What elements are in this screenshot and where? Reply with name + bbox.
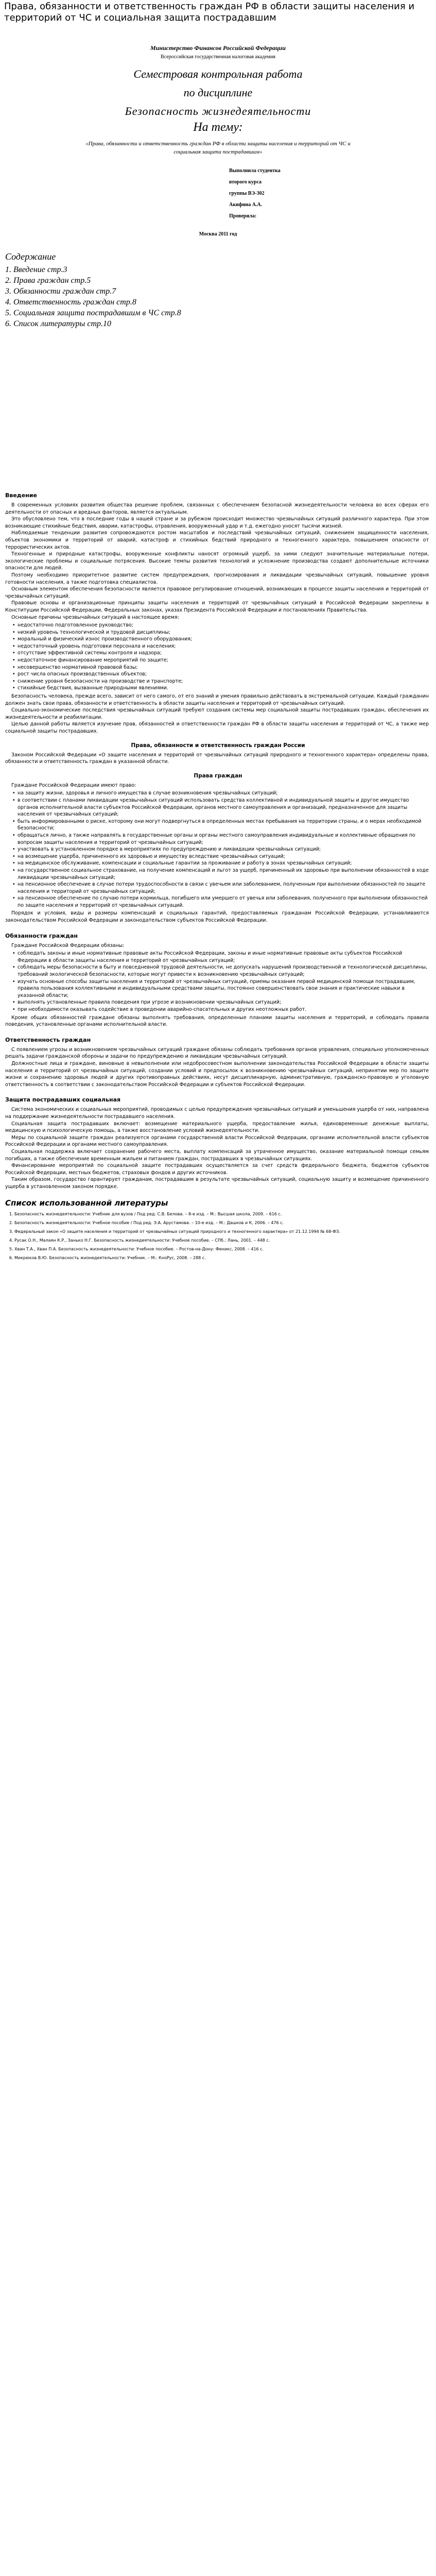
intro-heading: Введение: [5, 492, 37, 499]
author-line: Акифина А.А.: [229, 202, 263, 208]
factor-list: [12, 622, 429, 692]
discipline-title: Безопасность жизнедеятельности: [125, 105, 311, 117]
list-item: • на пенсионное обеспечение по случаю потери кормильца, погибшего или умершего от увечья или заболевания, полученного при выполнении обязанностей по защите населения и территорий от чрезвычайных ситуаций.: [12, 895, 429, 909]
paragraph: Социальная защита пострадавших включает: возмещение материального ущерба, предоставление жилья, единовременные денежные выплаты, медицинскую и психологическую помощь, а также восстановление условий жизнедеятельности.: [5, 1121, 429, 1134]
list-item: • на возмещение ущерба, причиненного их здоровью и имуществу вследствие чрезвычайных ситуаций;: [12, 853, 429, 860]
paragraph: Финансирование мероприятий по социальной защите пострадавших осуществляется за счет средств федерального бюджета, бюджетов субъектов Российской Федерации, местных бюджетов, страховых фондов и других источников.: [5, 1163, 429, 1176]
paragraph: Граждане Российской Федерации обязаны:: [11, 942, 125, 948]
by-discipline: по дисциплине: [183, 86, 253, 99]
list-item: • недостаточно подготовленное руководство;: [12, 622, 429, 629]
paragraph: Основные причины чрезвычайных ситуаций в настоящее время:: [11, 614, 179, 620]
paragraph: Порядок и условия, виды и размеры компенсаций и социальных гарантий, предоставляемых гражданам Российской Федерации, устанавливаются законодательством Российской Федерации и законодательством субъектов Российской Федерации.: [5, 910, 429, 924]
paragraph: Основным элементом обеспечения безопасности является правовое регулирование отношений, возникающих в процессе защиты населения и территорий от чрезвычайных ситуаций.: [5, 586, 429, 599]
toc-item: 1. Введение стр.3: [5, 265, 67, 274]
paragraph: Наблюдаемые тенденции развития сопровождаются ростом масштабов и последствий чрезвычайных ситуаций, снижением защищенности населения, объектов экономики и территорий от аварий, катастроф и стихийных бедствий природного и техногенного характера, повышением опасности от террористических актов.: [5, 530, 429, 550]
bibliography-item: 6. Микрюков В.Ю. Безопасность жизнедеятельности: Учебник. – М.: КноРус, 2008. – 288 с.: [14, 1255, 429, 1261]
paragraph: Правовые основы и организационные принципы защиты населения и территорий от чрезвычайных ситуаций в Российской Федерации закреплены в Конституции Российской Федерации, Федеральных законах, указах Президента Российской Федерации и постановлениях Правительства.: [5, 600, 429, 613]
toc-list: [5, 264, 436, 329]
author-line: группы ВЭ-302: [229, 191, 265, 196]
work-type: Семестровая контрольная работа: [133, 67, 303, 80]
bibliography-list: [14, 1211, 429, 1261]
paragraph: В современных условиях развития общества решение проблем, связанных с обеспечением безопасной жизнедеятельности человека во всех сферах его деятельности от опасных и вредных факторов, является актуальным.: [5, 502, 429, 515]
toc-item: 2. Права граждан стр.5: [5, 276, 91, 285]
bibliography-heading: Список использованной литературы: [5, 1198, 168, 1208]
toc-item: 5. Социальная защита пострадавшим в ЧС стр.8: [5, 309, 181, 317]
author-line: второго курса: [229, 179, 262, 185]
list-item: • недостаточное финансирование мероприятий по защите;: [12, 657, 429, 664]
list-item: • низкий уровень технологической и трудовой дисциплины;: [12, 629, 429, 636]
rights-subheading: Права граждан: [194, 772, 242, 779]
list-item: • соблюдать законы и иные нормативные правовые акты Российской Федерации, законы и иные нормативные правовые акты субъектов Российской Федерации в области защиты населения и территорий от чрезвычайных ситуаций;: [12, 950, 429, 964]
paragraph: Безопасность человека, прежде всего, зависит от него самого, от его знаний и умения правильно действовать в экстремальной ситуации. Каждый гражданин должен знать свои права, обязанности и ответственность в области защиты населения и территорий от чрезвычайных ситуаций.: [5, 693, 429, 706]
list-item: • несовершенство нормативной правовой базы;: [12, 664, 429, 671]
list-item: • изучать основные способы защиты населения и территорий от чрезвычайных ситуаций, приемы оказания первой медицинской помощи пострадавшим, правила пользования коллективными и индивидуальными средствами защиты, постоянно совершенствовать свои знания и практические навыки в указанной области;: [12, 978, 429, 999]
list-item: • моральный и физический износ производственного оборудования;: [12, 636, 429, 643]
city-year: Москва 2011 год: [199, 231, 237, 237]
paragraph: Таким образом, государство гарантирует гражданам, пострадавшим в результате чрезвычайных ситуаций, социальную защиту и возмещение причиненного ущерба в установленном законом порядке.: [5, 1177, 429, 1190]
theme-heading: На тему:: [193, 121, 243, 134]
duties-heading: Обязанности граждан: [5, 932, 78, 939]
toc-item: 4. Ответственность граждан стр.8: [5, 298, 136, 307]
paragraph: Социально-экономические последствия чрезвычайных ситуаций требуют создания системы мер социальной защиты пострадавших граждан, обеспечения их жизнедеятельности и реабилитации.: [5, 707, 429, 720]
bibliography-item: 2. Безопасность жизнедеятельности: Учебное пособие / Под ред. Э.А. Арустамова. – 10-е изд. – М.: Дашков и К, 2006. – 476 с.: [14, 1219, 429, 1226]
list-item: • снижение уровня безопасности на производстве и транспорте;: [12, 678, 429, 685]
author-line: Проверила:: [229, 213, 257, 219]
author-block: [229, 165, 436, 222]
list-item: • соблюдать меры безопасности в быту и повседневной трудовой деятельности, не допускать нарушений производственной и технологической дисциплины, требований экологической безопасности, которые могут привести к возникновению чрезвычайных ситуаций;: [12, 964, 429, 978]
toc-item: 3. Обязанности граждан стр.7: [5, 287, 116, 296]
paragraph: Кроме общих обязанностей граждане обязаны выполнять требования, определенные планами защиты населения и территорий, и соблюдать правила поведения, установленные органами исполнительной власти.: [5, 1014, 429, 1028]
theme-text: «Права, обязанности и ответственность граждан РФ в области защиты населения и территорий от ЧС и социальная защита пострадавшим»: [85, 141, 351, 155]
author-line: Выполнила студентка: [229, 168, 281, 174]
paragraph: Законом Российской Федерации «О защите населения и территорий от чрезвычайных ситуаций природного и техногенного характера» определены права, обязанности и ответственность граждан в указанной области.: [5, 752, 429, 765]
social-heading: Защита пострадавших социальная: [5, 1096, 121, 1104]
paragraph: Система экономических и социальных мероприятий, проводимых с целью предупреждения чрезвычайных ситуаций и уменьшения ущерба от них, направлена на поддержание жизнедеятельности пострадавшего населения.: [5, 1107, 429, 1120]
list-item: • выполнять установленные правила поведения при угрозе и возникновении чрезвычайных ситуаций;: [12, 999, 429, 1006]
list-item: • обращаться лично, а также направлять в государственные органы и органы местного самоуправления индивидуальные и коллективные обращения по вопросам защиты населения и территорий от чрезвычайных ситуаций;: [12, 832, 429, 846]
academy-name: Всероссийская государственная налоговая академия: [161, 54, 275, 60]
list-item: • на государственное социальное страхование, на получение компенсаций и льгот за ущерб, причиненный их здоровью при выполнении обязанностей в ходе ликвидации чрезвычайных ситуаций;: [12, 867, 429, 881]
ministry-name: Министерство Финансов Российской Федерации: [150, 44, 286, 52]
bibliography-item: 5. Хван Т.А., Хван П.А. Безопасность жизнедеятельности: Учебное пособие. – Ростов-на-Дону: Феникс, 2008. – 416 с.: [14, 1246, 429, 1252]
paragraph: Целью данной работы является изучение прав, обязанностей и ответственности граждан РФ в области защиты населения и территорий от ЧС, а также мер социальной защиты пострадавших.: [5, 721, 429, 734]
toc-heading: Содержание: [5, 251, 56, 262]
responsibility-heading: Ответственность граждан: [5, 1036, 91, 1043]
paragraph: Граждане Российской Федерации имеют право:: [11, 782, 136, 788]
paragraph: Поэтому необходимо приоритетное развитие систем предупреждения, прогнозирования и ликвидации чрезвычайных ситуаций, повышение уровня готовности населения, а также подготовка специалистов.: [5, 572, 429, 585]
list-item: • на защиту жизни, здоровья и личного имущества в случае возникновения чрезвычайных ситуаций;: [12, 790, 429, 797]
duties-list: [12, 950, 429, 1013]
paragraph: Техногенные и природные катастрофы, вооруженные конфликты наносят огромный ущерб, за ними следуют значительные материальные потери, экологические проблемы и социальные потрясения. Высокие темпы развития технологий и усложнение производства создают дополнительные источники опасности для людей.: [5, 551, 429, 571]
rights-section-heading: Права, обязанности и ответственность граждан России: [131, 742, 305, 749]
paragraph: Должностные лица и граждане, виновные в невыполнении или недобросовестном выполнении законодательства Российской Федерации в области защиты населения и территорий от чрезвычайных ситуаций, создании условий и предпосылок к возникновению чрезвычайных ситуаций, непринятии мер по защите жизни и сохранению здоровья людей и других противоправных действиях, несут дисциплинарную, административную, гражданско-правовую и уголовную ответственность в соответствии с законодательством Российской Федерации и субъектов Российской Федерации.: [5, 1060, 429, 1088]
list-item: • на пенсионное обеспечение в случае потери трудоспособности в связи с увечьем или заболеванием, полученным при выполнении обязанностей по защите населения и территорий от чрезвычайных ситуаций;: [12, 881, 429, 895]
list-item: • стихийные бедствия, вызванные природными явлениями.: [12, 685, 429, 692]
list-item: • быть информированными о риске, которому они могут подвергнуться в определенных местах пребывания на территории страны, и о мерах необходимой безопасности;: [12, 818, 429, 832]
list-item: • при необходимости оказывать содействие в проведении аварийно-спасательных и других неотложных работ.: [12, 1006, 429, 1013]
bibliography-item: 4. Русак О.Н., Малаян К.Р., Занько Н.Г. Безопасность жизнедеятельности: Учебное пособие. – СПб.: Лань, 2001. – 448 с.: [14, 1237, 429, 1244]
list-item: • рост числа опасных производственных объектов;: [12, 671, 429, 678]
paragraph: Это обусловлено тем, что в последние годы в нашей стране и за рубежом происходит множество чрезвычайных ситуаций различного характера. При этом возникающие стихийные бедствия, аварии, катастрофы, отравления, вооруженный удар и т.д. ежегодно уносят тысячи жизней.: [5, 516, 429, 529]
page-gap: [0, 329, 436, 484]
rights-list: [12, 790, 429, 909]
paragraph: Социальная поддержка включает сохранение рабочего места, выплату компенсаций за утраченное имущество, оказание материальной помощи семьям погибших, а также обеспечение временным жильем и питанием граждан, пострадавших в чрезвычайных ситуациях.: [5, 1148, 429, 1162]
list-item: • на медицинское обслуживание, компенсации и социальные гарантии за проживание и работу в зонах чрезвычайных ситуаций;: [12, 860, 429, 867]
list-item: • участвовать в установленном порядке в мероприятиях по предупреждению и ликвидации чрезвычайных ситуаций;: [12, 846, 429, 853]
list-item: • отсутствие эффективной системы контроля и надзора;: [12, 650, 429, 657]
page-title: Права, обязанности и ответственность граждан РФ в области защиты населения и территорий от ЧС и социальная защита пострадавшим: [4, 1, 415, 23]
list-item: • недостаточный уровень подготовки персонала и населения;: [12, 643, 429, 650]
bibliography-item: 1. Безопасность жизнедеятельности: Учебник для вузов / Под ред. С.В. Белова. – 8-е изд. – М.: Высшая школа, 2009. – 616 с.: [14, 1211, 429, 1217]
paragraph: Меры по социальной защите граждан реализуются органами государственной власти Российской Федерации, органами исполнительной власти субъектов Российской Федерации и органами местного самоуправления.: [5, 1134, 429, 1148]
toc-item: 6. Список литературы стр.10: [5, 319, 112, 328]
paragraph: С появлением угрозы и возникновением чрезвычайных ситуаций граждане обязаны соблюдать требования органов управления, специально уполномоченных решать задачи гражданской обороны и задачи по предупреждению и ликвидации чрезвычайных ситуаций.: [5, 1046, 429, 1060]
list-item: • в соответствии с планами ликвидации чрезвычайных ситуаций использовать средства коллективной и индивидуальной защиты и другое имущество органов исполнительной власти субъектов Российской Федерации, органов местного самоуправления и организаций, предназначенное для защиты населения от чрезвычайных ситуаций;: [12, 797, 429, 818]
bibliography-item: 3. Федеральный закон «О защите населения и территорий от чрезвычайных ситуаций природного и техногенного характера» от 21.12.1994 № 68-ФЗ.: [14, 1228, 429, 1235]
